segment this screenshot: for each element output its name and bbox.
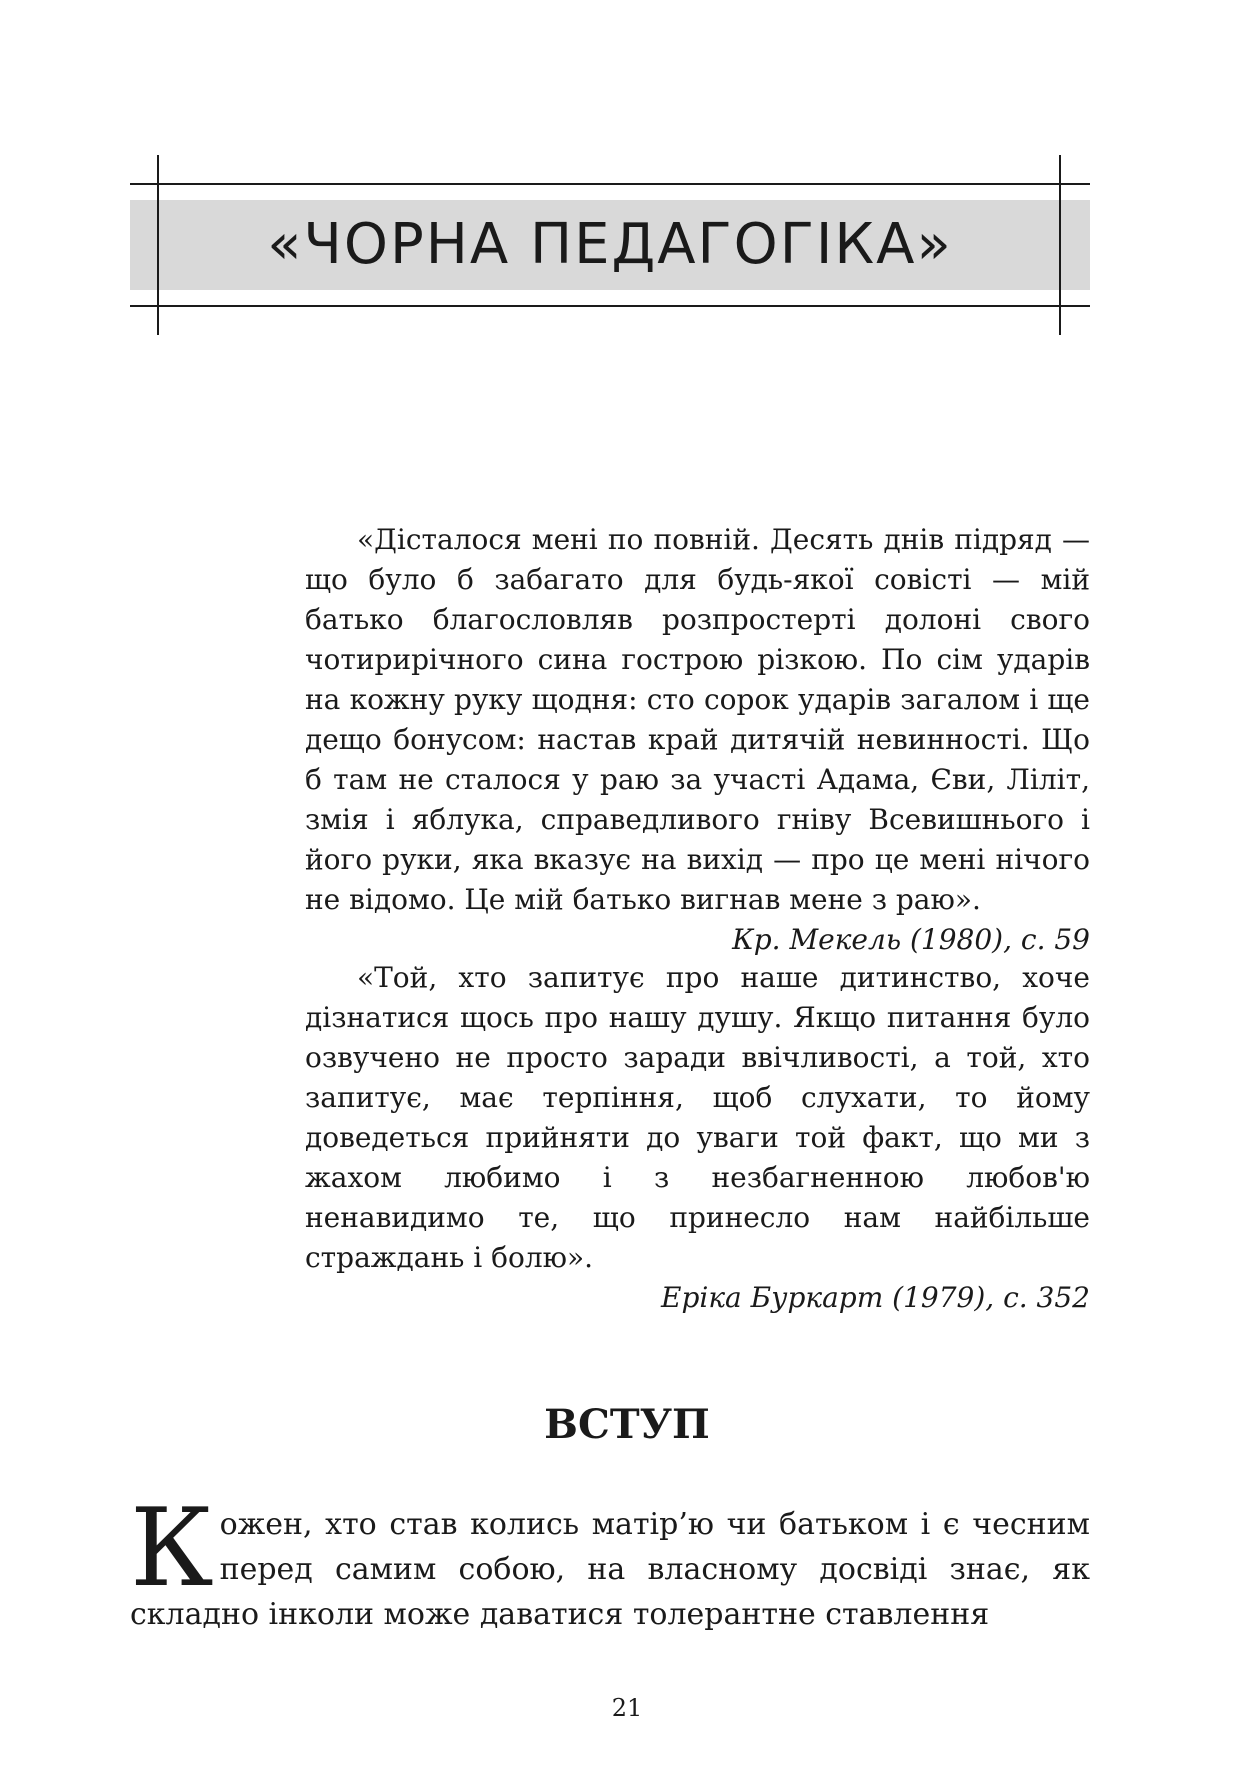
body-text: ожен, хто став колись матір’ю чи батьком і є чесним перед самим собою, на власному досвіді знає, як складно інколи може даватися толерантне ставлення [130, 1507, 1090, 1632]
page-number: 21 [611, 1694, 643, 1722]
epigraph-source: Еріка Буркарт (1979), с. 352 [661, 1281, 1090, 1314]
epigraph-source: Кр. Мекель (1980), с. 59 [732, 923, 1090, 956]
chapter-header [130, 155, 1090, 335]
drop-cap: К [130, 1486, 214, 1611]
body-paragraph [130, 1486, 1090, 1637]
frame-line-top [130, 183, 1090, 185]
section-title: ВСТУП [544, 1401, 710, 1448]
epigraph-text: «Той, хто запитує про наше дитинство, хоче дізнатися щось про нашу душу. Якщо питання було озвучено не просто заради ввічливості, а той, хто запитує, має терпіння, щоб слухати, то йому доведеться прийняти до уваги той факт, що ми з жахом любимо і з незбагненною любов'ю ненавидимо те, що принесло нам найбільше страждань і болю». [305, 961, 1090, 1274]
epigraph-text: «Дісталося мені по повній. Десять днів підряд — що було б забагато для будь-якої совісті — мій батько благословляв розпростерті долоні свого чотирирічного сина гострою різкою. По сім ударів на кожну руку щодня: сто сорок ударів загалом і ще дещо бонусом: настав край дитячій невинності. Що б там не сталося у раю за участі Адама, Єви, Ліліт, змія і яблука, справедливого гніву Всевишнього і його руки, яка вказує на вихід — про це мені нічого не відомо. Це мій батько вигнав мене з раю». [305, 523, 1090, 916]
chapter-title: «ЧОРНА ПЕДАГОГІКА» [267, 212, 953, 277]
epigraph-1 [305, 520, 1090, 960]
epigraph-2 [305, 958, 1090, 1318]
frame-line-bottom [130, 305, 1090, 307]
